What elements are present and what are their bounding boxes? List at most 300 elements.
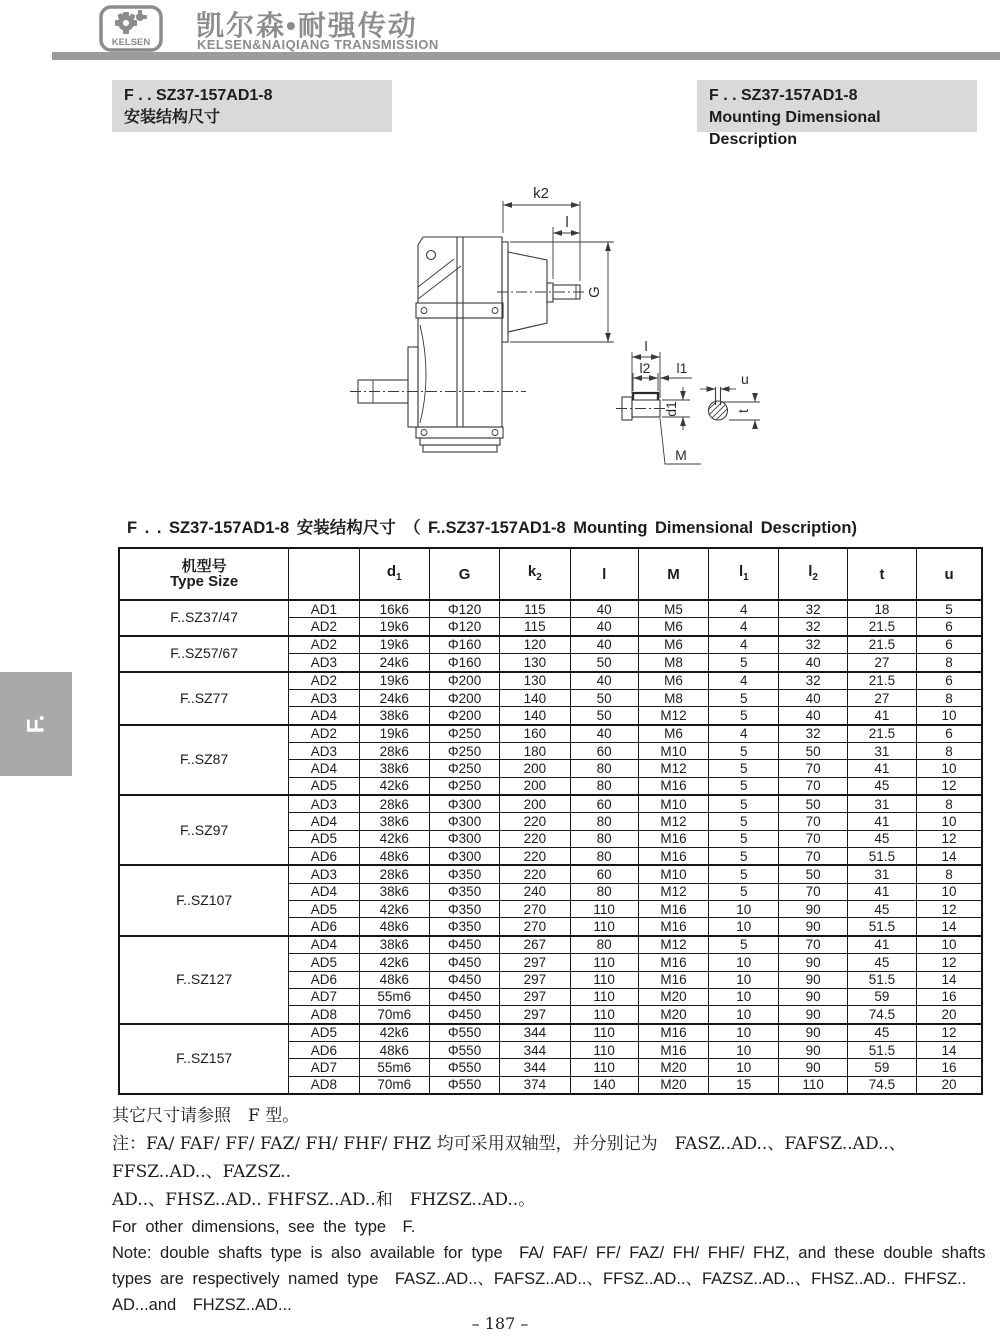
header-subtitle-en: Mounting Dimensional Description: [709, 109, 881, 148]
spec-cell: 80: [570, 813, 638, 830]
table-row: [119, 1024, 982, 1042]
spec-cell: 110: [570, 901, 638, 918]
spec-cell: 80: [570, 760, 638, 777]
spec-cell: 8: [917, 689, 982, 706]
spec-cell: 297: [500, 954, 570, 971]
spec-cell: 110: [779, 1076, 847, 1094]
spec-cell: 10: [917, 813, 982, 830]
spec-cell: Φ350: [429, 865, 499, 883]
header-box-cn: [112, 80, 392, 132]
spec-cell: 5: [709, 795, 779, 813]
spec-cell: 110: [570, 954, 638, 971]
type-size-header: [119, 548, 289, 600]
spec-cell: AD5: [289, 954, 359, 971]
spec-cell: 130: [500, 672, 570, 690]
col-header: t: [847, 548, 916, 600]
col-header: u: [917, 548, 982, 600]
spec-cell: AD8: [289, 1076, 359, 1094]
footnotes: [112, 1102, 994, 1318]
section-tab-label: F.: [21, 714, 49, 734]
spec-cell: 41: [847, 813, 916, 830]
spec-cell: Φ300: [429, 813, 499, 830]
spec-cell: M6: [638, 618, 708, 636]
table-header-row: [119, 548, 982, 600]
spec-cell: Φ250: [429, 777, 499, 795]
dim-label-l2: l2: [639, 360, 651, 376]
spec-cell: M6: [638, 672, 708, 690]
type-size-header-cn: 机型号: [181, 558, 227, 575]
spec-cell: AD3: [289, 795, 359, 813]
spec-cell: AD4: [289, 707, 359, 725]
spec-cell: 48k6: [359, 918, 429, 936]
spec-cell: M12: [638, 936, 708, 954]
spec-cell: 45: [847, 954, 916, 971]
spec-cell: 41: [847, 936, 916, 954]
spec-cell: M20: [638, 1006, 708, 1024]
spec-cell: M10: [638, 795, 708, 813]
type-size-cell: F..SZ37/47: [119, 600, 289, 636]
spec-cell: 90: [779, 1006, 847, 1024]
logo-text: KELSEN: [111, 37, 151, 48]
spec-cell: Φ120: [429, 618, 499, 636]
spec-cell: Φ160: [429, 636, 499, 654]
spec-cell: M16: [638, 777, 708, 795]
dim-label-m: M: [675, 447, 687, 463]
spec-cell: 5: [709, 883, 779, 900]
spec-cell: 240: [500, 883, 570, 900]
spec-cell: 55m6: [359, 1059, 429, 1076]
dim-label-d1: d1: [663, 401, 679, 417]
spec-cell: Φ450: [429, 988, 499, 1005]
spec-cell: 115: [500, 618, 570, 636]
spec-cell: Φ350: [429, 883, 499, 900]
spec-cell: 80: [570, 883, 638, 900]
spec-cell: M20: [638, 1076, 708, 1094]
table-row: [119, 795, 982, 813]
spec-cell: Φ450: [429, 971, 499, 988]
spec-cell: 60: [570, 742, 638, 759]
spec-cell: M20: [638, 1059, 708, 1076]
spec-cell: 60: [570, 865, 638, 883]
spec-cell: 55m6: [359, 988, 429, 1005]
spec-cell: 40: [570, 672, 638, 690]
spec-cell: M16: [638, 830, 708, 847]
spec-cell: M10: [638, 742, 708, 759]
spec-cell: 220: [500, 830, 570, 847]
spec-cell: 38k6: [359, 813, 429, 830]
spec-cell: 140: [570, 1076, 638, 1094]
spec-cell: Φ450: [429, 1006, 499, 1024]
spec-cell: AD6: [289, 971, 359, 988]
spec-cell: AD3: [289, 742, 359, 759]
spec-cell: 45: [847, 830, 916, 847]
dim-label-l: l: [565, 214, 569, 231]
note-line-en: types are respectively named type FASZ..AD..、FAFSZ..AD..、FFSZ..AD..、FAZSZ..AD..、FHSZ..AD.. FHFSZ..: [112, 1270, 967, 1288]
spec-cell: Φ160: [429, 654, 499, 672]
gearbox-main-view: [350, 237, 586, 452]
spec-cell: 10: [709, 1024, 779, 1042]
spec-cell: 21.5: [847, 672, 916, 690]
spec-cell: 5: [709, 936, 779, 954]
spec-cell: 14: [917, 971, 982, 988]
spec-cell: 120: [500, 636, 570, 654]
spec-cell: M5: [638, 600, 708, 618]
spec-cell: 5: [709, 707, 779, 725]
section-tab-f: [0, 672, 72, 776]
spec-cell: 60: [570, 795, 638, 813]
spec-cell: 42k6: [359, 1024, 429, 1042]
dim-label-t: t: [735, 409, 751, 413]
spec-cell: 110: [570, 971, 638, 988]
spec-cell: 18: [847, 600, 916, 618]
spec-cell: 374: [500, 1076, 570, 1094]
type-size-cell: F..SZ57/67: [119, 636, 289, 672]
spec-cell: 4: [709, 725, 779, 743]
spec-cell: M12: [638, 813, 708, 830]
spec-cell: 12: [917, 830, 982, 847]
spec-cell: 40: [779, 707, 847, 725]
type-size-cell: F..SZ157: [119, 1024, 289, 1094]
spec-cell: 110: [570, 1041, 638, 1058]
spec-cell: M10: [638, 865, 708, 883]
spec-cell: 4: [709, 636, 779, 654]
spec-cell: 10: [709, 971, 779, 988]
spec-cell: AD4: [289, 936, 359, 954]
spec-cell: 90: [779, 1041, 847, 1058]
spec-cell: 90: [779, 918, 847, 936]
spec-cell: 6: [917, 618, 982, 636]
spec-cell: 5: [709, 848, 779, 866]
spec-cell: AD6: [289, 918, 359, 936]
spec-cell: M16: [638, 1024, 708, 1042]
kelsen-logo-icon: [99, 5, 163, 52]
spec-cell: 31: [847, 795, 916, 813]
spec-cell: 10: [709, 1059, 779, 1076]
spec-cell: 5: [709, 777, 779, 795]
spec-cell: 21.5: [847, 618, 916, 636]
spec-cell: 270: [500, 901, 570, 918]
spec-cell: 38k6: [359, 936, 429, 954]
spec-cell: AD2: [289, 618, 359, 636]
spec-cell: 80: [570, 848, 638, 866]
spec-cell: 5: [709, 742, 779, 759]
spec-cell: 19k6: [359, 725, 429, 743]
spec-cell: M16: [638, 901, 708, 918]
col-header: $k_2$: [500, 548, 570, 600]
spec-cell: Φ450: [429, 954, 499, 971]
spec-cell: 70: [779, 777, 847, 795]
spec-cell: 50: [570, 689, 638, 706]
spec-cell: 38k6: [359, 883, 429, 900]
spec-cell: 10: [709, 1006, 779, 1024]
spec-cell: 38k6: [359, 760, 429, 777]
spec-cell: 12: [917, 954, 982, 971]
spec-cell: 5: [709, 654, 779, 672]
spec-cell: 42k6: [359, 777, 429, 795]
table-title: F . . SZ37-157AD1-8 安装结构尺寸 （ F..SZ37-157AD1-8 Mounting Dimensional Description): [127, 519, 857, 537]
spec-cell: Φ200: [429, 689, 499, 706]
spec-cell: M12: [638, 760, 708, 777]
spec-cell: M16: [638, 971, 708, 988]
spec-cell: 74.5: [847, 1076, 916, 1094]
spec-cell: 5: [709, 813, 779, 830]
spec-cell: 32: [779, 636, 847, 654]
spec-cell: 41: [847, 760, 916, 777]
spec-cell: 220: [500, 813, 570, 830]
spec-cell: 8: [917, 865, 982, 883]
spec-cell: 15: [709, 1076, 779, 1094]
spec-cell: 10: [709, 988, 779, 1005]
spec-cell: 267: [500, 936, 570, 954]
spec-cell: 21.5: [847, 636, 916, 654]
spec-cell: AD6: [289, 1041, 359, 1058]
col-header: $d_1$: [359, 548, 429, 600]
type-size-cell: F..SZ87: [119, 725, 289, 795]
spec-cell: 344: [500, 1024, 570, 1042]
spec-cell: M12: [638, 883, 708, 900]
spec-cell: 70: [779, 883, 847, 900]
dim-label-l1: l1: [676, 360, 688, 376]
header-divider-bar: [52, 52, 1000, 60]
spec-cell: 51.5: [847, 918, 916, 936]
spec-cell: 40: [779, 654, 847, 672]
spec-cell: 70: [779, 830, 847, 847]
spec-cell: AD3: [289, 689, 359, 706]
spec-cell: 50: [570, 707, 638, 725]
table-row: [119, 672, 982, 690]
spec-cell: AD4: [289, 813, 359, 830]
page-number: – 187 –: [471, 1314, 529, 1333]
spec-cell: 110: [570, 1024, 638, 1042]
spec-cell: 70m6: [359, 1006, 429, 1024]
spec-cell: M12: [638, 707, 708, 725]
spec-cell: AD7: [289, 1059, 359, 1076]
spec-cell: 24k6: [359, 654, 429, 672]
spec-cell: 4: [709, 600, 779, 618]
spec-cell: 200: [500, 760, 570, 777]
spec-cell: 10: [917, 936, 982, 954]
spec-cell: AD4: [289, 883, 359, 900]
gear-icon: [115, 10, 147, 34]
spec-cell: 27: [847, 654, 916, 672]
spec-cell: 38k6: [359, 707, 429, 725]
spec-cell: 59: [847, 1059, 916, 1076]
spec-cell: 5: [709, 830, 779, 847]
dim-label-g: G: [586, 286, 603, 298]
spec-cell: Φ300: [429, 830, 499, 847]
header-subtitle-cn: 安装结构尺寸: [124, 109, 221, 126]
table-row: [119, 865, 982, 883]
spec-cell: 110: [570, 918, 638, 936]
table-row: [119, 936, 982, 954]
dimension-lines-main: [503, 185, 614, 342]
spec-cell: 70: [779, 813, 847, 830]
spec-cell: 14: [917, 1041, 982, 1058]
spec-cell: 8: [917, 742, 982, 759]
spec-cell: Φ250: [429, 725, 499, 743]
shaft-end-detail: [616, 338, 701, 464]
spec-cell: 40: [779, 689, 847, 706]
spec-cell: 70: [779, 936, 847, 954]
spec-cell: AD5: [289, 830, 359, 847]
spec-cell: Φ300: [429, 848, 499, 866]
spec-cell: AD2: [289, 636, 359, 654]
spec-cell: M16: [638, 848, 708, 866]
spec-cell: M8: [638, 654, 708, 672]
header-box-en: [697, 80, 977, 148]
spec-cell: 10: [709, 918, 779, 936]
spec-cell: 90: [779, 954, 847, 971]
spec-cell: 51.5: [847, 848, 916, 866]
spec-cell: 50: [779, 795, 847, 813]
spec-cell: 5: [917, 600, 982, 618]
brand-title-cn: 凯尔森•耐强传动: [196, 10, 418, 41]
spec-cell: M6: [638, 636, 708, 654]
spec-cell: 297: [500, 971, 570, 988]
spec-cell: 51.5: [847, 1041, 916, 1058]
spec-cell: AD4: [289, 760, 359, 777]
spec-cell: 41: [847, 707, 916, 725]
spec-cell: 40: [570, 600, 638, 618]
spec-cell: 10: [709, 901, 779, 918]
spec-cell: Φ120: [429, 600, 499, 618]
spec-cell: 160: [500, 725, 570, 743]
spec-cell: AD1: [289, 600, 359, 618]
type-size-cell: F..SZ97: [119, 795, 289, 865]
spec-cell: 48k6: [359, 848, 429, 866]
spec-cell: 42k6: [359, 830, 429, 847]
spec-cell: AD2: [289, 672, 359, 690]
col-header: $l_1$: [709, 548, 779, 600]
spec-cell: 20: [917, 1006, 982, 1024]
spec-cell: 4: [709, 672, 779, 690]
spec-cell: 48k6: [359, 1041, 429, 1058]
spec-cell: M6: [638, 725, 708, 743]
spec-cell: 6: [917, 636, 982, 654]
spec-cell: 90: [779, 971, 847, 988]
spec-cell: 130: [500, 654, 570, 672]
spec-cell: 80: [570, 830, 638, 847]
spec-cell: 140: [500, 689, 570, 706]
spec-cell: 74.5: [847, 1006, 916, 1024]
spec-cell: 19k6: [359, 618, 429, 636]
spec-cell: 48k6: [359, 971, 429, 988]
col-header: l: [570, 548, 638, 600]
spec-cell: 70m6: [359, 1076, 429, 1094]
col-header: M: [638, 548, 708, 600]
spec-cell: 42k6: [359, 954, 429, 971]
spec-cell: 344: [500, 1059, 570, 1076]
spec-cell: 16: [917, 1059, 982, 1076]
spec-cell: 8: [917, 795, 982, 813]
spec-cell: 5: [709, 865, 779, 883]
brand-title-en: KELSEN&NAIQIANG TRANSMISSION: [197, 37, 439, 52]
spec-cell: 10: [709, 954, 779, 971]
spec-cell: 45: [847, 777, 916, 795]
spec-cell: 28k6: [359, 865, 429, 883]
spec-cell: AD3: [289, 654, 359, 672]
note-line-en: Note: double shafts type is also available for type FA/ FAF/ FF/ FAZ/ FH/ FHF/ FHZ, and these double shafts: [112, 1244, 986, 1262]
spec-cell: 40: [570, 725, 638, 743]
spec-cell: 41: [847, 883, 916, 900]
spec-cell: 110: [570, 1059, 638, 1076]
spec-cell: Φ250: [429, 742, 499, 759]
spec-cell: 50: [779, 865, 847, 883]
table-row: [119, 725, 982, 743]
spec-cell: 10: [917, 707, 982, 725]
dim-label-u: u: [741, 371, 749, 387]
spec-cell: 28k6: [359, 742, 429, 759]
spec-cell: 27: [847, 689, 916, 706]
mounting-dimensions-table: [118, 547, 983, 1095]
type-size-cell: F..SZ127: [119, 936, 289, 1024]
col-header: $l_2$: [779, 548, 847, 600]
spec-cell: 50: [779, 742, 847, 759]
spec-cell: 28k6: [359, 795, 429, 813]
spec-cell: 59: [847, 988, 916, 1005]
spec-cell: Φ300: [429, 795, 499, 813]
spec-cell: 16: [917, 988, 982, 1005]
spec-cell: 297: [500, 988, 570, 1005]
gearbox-technical-drawing: [340, 175, 810, 485]
spec-cell: 80: [570, 936, 638, 954]
spec-cell: 115: [500, 600, 570, 618]
spec-cell: AD3: [289, 865, 359, 883]
table-row: [119, 636, 982, 654]
dim-label-l-detail: l: [644, 338, 648, 354]
type-size-header-en: Type Size: [170, 573, 239, 590]
dim-label-k2: k2: [533, 185, 549, 202]
spec-cell: 50: [570, 654, 638, 672]
spec-cell: 42k6: [359, 901, 429, 918]
type-size-cell: F..SZ77: [119, 672, 289, 725]
spec-cell: Φ250: [429, 760, 499, 777]
spec-cell: 12: [917, 901, 982, 918]
note-line-cn: 其它尺寸请参照 F 型。: [112, 1106, 300, 1126]
spec-cell: 21.5: [847, 725, 916, 743]
spec-cell: 110: [570, 988, 638, 1005]
type-size-cell: F..SZ107: [119, 865, 289, 935]
spec-cell: Φ550: [429, 1076, 499, 1094]
note-line-cn: AD..、FHSZ..AD.. FHFSZ..AD..和 FHZSZ..AD..。: [112, 1190, 536, 1210]
spec-cell: 200: [500, 777, 570, 795]
spec-cell: 270: [500, 918, 570, 936]
spec-cell: AD6: [289, 848, 359, 866]
spec-cell: 24k6: [359, 689, 429, 706]
spec-cell: 32: [779, 725, 847, 743]
spec-cell: 297: [500, 1006, 570, 1024]
spec-cell: 200: [500, 795, 570, 813]
spec-cell: 80: [570, 777, 638, 795]
spec-cell: 220: [500, 848, 570, 866]
spec-cell: 14: [917, 848, 982, 866]
spec-cell: 32: [779, 600, 847, 618]
spec-cell: 16k6: [359, 600, 429, 618]
spec-cell: 10: [917, 760, 982, 777]
spec-cell: Φ200: [429, 672, 499, 690]
spec-cell: 31: [847, 742, 916, 759]
spec-cell: M16: [638, 954, 708, 971]
key-cross-section: [700, 371, 760, 428]
spec-cell: Φ550: [429, 1041, 499, 1058]
spec-cell: M8: [638, 689, 708, 706]
spec-cell: 70: [779, 760, 847, 777]
spec-cell: AD2: [289, 725, 359, 743]
spec-cell: 19k6: [359, 672, 429, 690]
table-row: [119, 600, 982, 618]
spec-cell: 31: [847, 865, 916, 883]
spec-cell: Φ550: [429, 1024, 499, 1042]
